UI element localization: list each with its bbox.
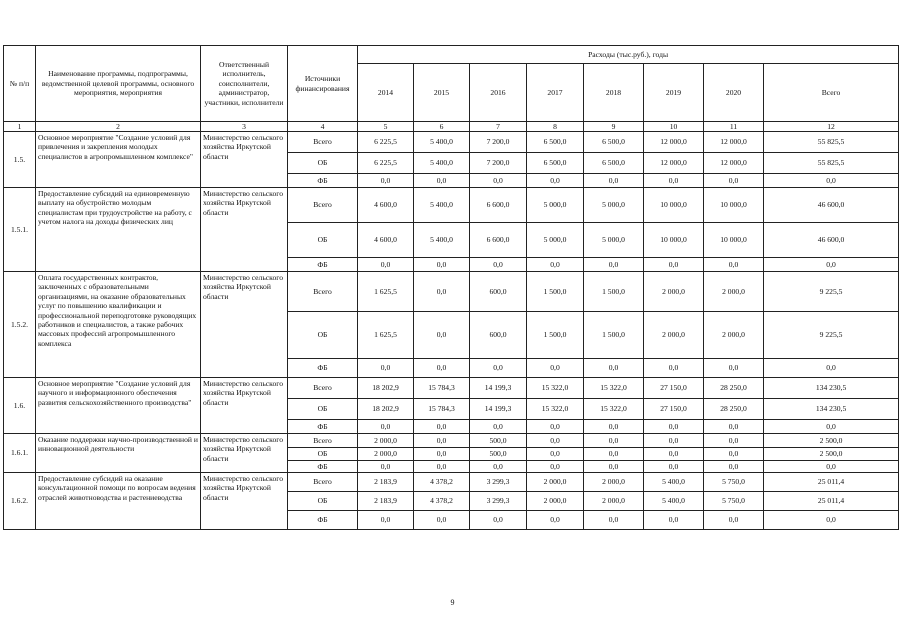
value-cell: 0,0 (644, 448, 704, 461)
value-cell: 27 150,0 (644, 399, 704, 420)
value-cell: 0,0 (644, 174, 704, 188)
funding-source: ОБ (288, 223, 358, 258)
activity-name: Предоставление субсидий на оказание консультационной помощи по вопросам ведения отраслей животноводства и растениеводства (36, 473, 201, 530)
value-cell: 0,0 (584, 174, 644, 188)
value-cell: 1 500,0 (527, 272, 584, 312)
value-cell: 5 400,0 (414, 223, 470, 258)
funding-source: Всего (288, 272, 358, 312)
value-cell: 500,0 (470, 448, 527, 461)
row-number: 1.5. (4, 132, 36, 188)
header-year: 2020 (704, 64, 764, 122)
value-total-cell: 0,0 (764, 461, 899, 473)
value-cell: 0,0 (527, 448, 584, 461)
value-cell: 12 000,0 (704, 153, 764, 174)
responsible-executor: Министерство сельского хозяйства Иркутской области (201, 473, 288, 530)
budget-table (3, 45, 899, 530)
value-total-cell: 134 230,5 (764, 378, 899, 399)
funding-source: ФБ (288, 511, 358, 530)
row-number: 1.6.1. (4, 434, 36, 473)
value-cell: 2 000,0 (358, 448, 414, 461)
index-cell: 7 (470, 122, 527, 132)
value-cell: 6 225,5 (358, 132, 414, 153)
value-cell: 2 000,0 (584, 473, 644, 492)
value-cell: 0,0 (470, 359, 527, 378)
value-cell: 1 500,0 (527, 312, 584, 359)
header-year: 2017 (527, 64, 584, 122)
activity-name: Оказание поддержки научно-производственной и инновационной деятельности (36, 434, 201, 473)
header-resp: Ответственный исполнитель, соисполнители, администратор, участники, исполнители (201, 46, 288, 122)
value-cell: 10 000,0 (704, 223, 764, 258)
value-cell: 1 500,0 (584, 272, 644, 312)
value-cell: 6 500,0 (527, 132, 584, 153)
value-cell: 0,0 (644, 461, 704, 473)
table-row (4, 132, 899, 153)
value-total-cell: 0,0 (764, 420, 899, 434)
header-year: 2014 (358, 64, 414, 122)
header-total: Всего (764, 64, 899, 122)
responsible-executor: Министерство сельского хозяйства Иркутской области (201, 132, 288, 188)
value-cell: 2 000,0 (704, 272, 764, 312)
value-cell: 2 183,9 (358, 473, 414, 492)
value-cell: 3 299,3 (470, 473, 527, 492)
header-year: 2019 (644, 64, 704, 122)
value-total-cell: 9 225,5 (764, 272, 899, 312)
value-total-cell: 0,0 (764, 511, 899, 530)
value-cell: 0,0 (644, 420, 704, 434)
header-year: 2016 (470, 64, 527, 122)
value-cell: 27 150,0 (644, 378, 704, 399)
value-cell: 500,0 (470, 434, 527, 448)
value-cell: 12 000,0 (644, 132, 704, 153)
value-total-cell: 134 230,5 (764, 399, 899, 420)
index-cell: 9 (584, 122, 644, 132)
value-cell: 0,0 (644, 359, 704, 378)
index-cell: 3 (201, 122, 288, 132)
activity-name: Оплата государственных контрактов, заключенных с образовательными организациями, на оказание образовательных услуг по повышению квалификации и профессиональной переподготовке руководящих работников и специалистов, а также рабочих массовых профессий агропромышленного комплекса (36, 272, 201, 378)
value-cell: 5 750,0 (704, 492, 764, 511)
index-cell: 4 (288, 122, 358, 132)
value-cell: 600,0 (470, 272, 527, 312)
value-cell: 0,0 (414, 272, 470, 312)
value-cell: 0,0 (470, 461, 527, 473)
funding-source: ФБ (288, 461, 358, 473)
value-cell: 1 500,0 (584, 312, 644, 359)
value-cell: 0,0 (644, 258, 704, 272)
value-cell: 0,0 (414, 312, 470, 359)
value-cell: 0,0 (358, 359, 414, 378)
value-cell: 0,0 (584, 448, 644, 461)
value-total-cell: 2 500,0 (764, 434, 899, 448)
value-cell: 0,0 (470, 174, 527, 188)
value-cell: 6 500,0 (584, 153, 644, 174)
value-cell: 0,0 (358, 511, 414, 530)
funding-source: ОБ (288, 312, 358, 359)
value-cell: 2 000,0 (644, 312, 704, 359)
header-year: 2015 (414, 64, 470, 122)
value-total-cell: 25 011,4 (764, 473, 899, 492)
value-cell: 0,0 (584, 258, 644, 272)
table-row (4, 434, 899, 448)
funding-source: ОБ (288, 492, 358, 511)
value-cell: 0,0 (414, 174, 470, 188)
activity-name: Основное мероприятие "Создание условий для привлечения и закрепления молодых специалистов в агропромышленном комплексе" (36, 132, 201, 188)
value-cell: 2 000,0 (527, 473, 584, 492)
value-cell: 0,0 (358, 174, 414, 188)
index-cell: 5 (358, 122, 414, 132)
index-cell: 10 (644, 122, 704, 132)
value-cell: 5 000,0 (584, 188, 644, 223)
header-expenses: Расходы (тыс.руб.), годы (358, 46, 899, 64)
value-cell: 0,0 (527, 420, 584, 434)
value-cell: 0,0 (584, 434, 644, 448)
value-cell: 5 400,0 (414, 132, 470, 153)
value-cell: 14 199,3 (470, 399, 527, 420)
value-total-cell: 2 500,0 (764, 448, 899, 461)
activity-name: Основное мероприятие "Создание условий для научного и информационного обеспечения развития сельскохозяйственного производства" (36, 378, 201, 434)
funding-source: Всего (288, 473, 358, 492)
page-number: 9 (450, 598, 455, 607)
index-cell: 11 (704, 122, 764, 132)
value-total-cell: 9 225,5 (764, 312, 899, 359)
table-row (4, 473, 899, 492)
value-cell: 6 225,5 (358, 153, 414, 174)
value-cell: 2 000,0 (527, 492, 584, 511)
activity-name: Предоставление субсидий на единовременную выплату на обустройство молодым специалистам при трудоустройстве на работу, с учетом налога на доходы физических лиц (36, 188, 201, 272)
value-cell: 18 202,9 (358, 378, 414, 399)
value-cell: 0,0 (644, 434, 704, 448)
value-total-cell: 0,0 (764, 258, 899, 272)
value-cell: 0,0 (704, 511, 764, 530)
value-cell: 0,0 (584, 359, 644, 378)
value-cell: 1 625,5 (358, 312, 414, 359)
index-cell: 1 (4, 122, 36, 132)
index-row (4, 122, 899, 132)
value-cell: 2 000,0 (704, 312, 764, 359)
value-cell: 0,0 (527, 258, 584, 272)
value-cell: 6 500,0 (527, 153, 584, 174)
value-cell: 0,0 (584, 420, 644, 434)
value-cell: 0,0 (414, 511, 470, 530)
value-cell: 28 250,0 (704, 378, 764, 399)
value-cell: 0,0 (704, 420, 764, 434)
index-cell: 8 (527, 122, 584, 132)
funding-source: Всего (288, 434, 358, 448)
value-cell: 0,0 (414, 434, 470, 448)
value-cell: 4 600,0 (358, 223, 414, 258)
table-row (4, 188, 899, 223)
value-cell: 0,0 (470, 511, 527, 530)
value-cell: 0,0 (584, 511, 644, 530)
value-cell: 5 400,0 (414, 188, 470, 223)
value-cell: 0,0 (527, 461, 584, 473)
value-cell: 5 400,0 (644, 492, 704, 511)
row-number: 1.6. (4, 378, 36, 434)
value-cell: 5 000,0 (584, 223, 644, 258)
value-cell: 0,0 (704, 461, 764, 473)
value-cell: 2 000,0 (644, 272, 704, 312)
value-cell: 15 322,0 (584, 378, 644, 399)
value-cell: 4 600,0 (358, 188, 414, 223)
table-row (4, 378, 899, 399)
value-cell: 15 322,0 (527, 399, 584, 420)
row-number: 1.6.2. (4, 473, 36, 530)
funding-source: ФБ (288, 174, 358, 188)
funding-source: ОБ (288, 448, 358, 461)
index-cell: 6 (414, 122, 470, 132)
value-cell: 5 000,0 (527, 188, 584, 223)
value-cell: 0,0 (358, 420, 414, 434)
funding-source: Всего (288, 378, 358, 399)
responsible-executor: Министерство сельского хозяйства Иркутской области (201, 378, 288, 434)
value-cell: 15 784,3 (414, 378, 470, 399)
value-total-cell: 25 011,4 (764, 492, 899, 511)
value-cell: 10 000,0 (644, 223, 704, 258)
value-cell: 28 250,0 (704, 399, 764, 420)
row-number: 1.5.2. (4, 272, 36, 378)
value-cell: 4 378,2 (414, 473, 470, 492)
value-cell: 2 000,0 (358, 434, 414, 448)
funding-source: ФБ (288, 420, 358, 434)
header-source: Источники финансирования (288, 46, 358, 122)
value-cell: 0,0 (358, 461, 414, 473)
value-cell: 0,0 (414, 258, 470, 272)
funding-source: ФБ (288, 258, 358, 272)
value-total-cell: 46 600,0 (764, 223, 899, 258)
value-cell: 15 322,0 (527, 378, 584, 399)
value-cell: 12 000,0 (704, 132, 764, 153)
value-cell: 3 299,3 (470, 492, 527, 511)
responsible-executor: Министерство сельского хозяйства Иркутской области (201, 188, 288, 272)
value-cell: 0,0 (414, 461, 470, 473)
value-cell: 5 750,0 (704, 473, 764, 492)
value-cell: 0,0 (704, 258, 764, 272)
value-cell: 15 322,0 (584, 399, 644, 420)
value-cell: 14 199,3 (470, 378, 527, 399)
value-cell: 0,0 (584, 461, 644, 473)
value-total-cell: 55 825,5 (764, 153, 899, 174)
value-total-cell: 55 825,5 (764, 132, 899, 153)
value-cell: 1 625,5 (358, 272, 414, 312)
funding-source: Всего (288, 132, 358, 153)
value-cell: 0,0 (704, 448, 764, 461)
funding-source: Всего (288, 188, 358, 223)
value-cell: 2 183,9 (358, 492, 414, 511)
value-cell: 18 202,9 (358, 399, 414, 420)
value-cell: 0,0 (527, 434, 584, 448)
value-cell: 2 000,0 (584, 492, 644, 511)
value-cell: 600,0 (470, 312, 527, 359)
value-cell: 7 200,0 (470, 153, 527, 174)
value-cell: 15 784,3 (414, 399, 470, 420)
value-cell: 5 400,0 (414, 153, 470, 174)
value-total-cell: 0,0 (764, 174, 899, 188)
value-cell: 10 000,0 (644, 188, 704, 223)
value-cell: 0,0 (704, 359, 764, 378)
value-cell: 0,0 (358, 258, 414, 272)
value-cell: 0,0 (414, 448, 470, 461)
value-total-cell: 46 600,0 (764, 188, 899, 223)
value-cell: 0,0 (644, 511, 704, 530)
value-cell: 5 400,0 (644, 473, 704, 492)
header-name: Наименование программы, подпрограммы, ведомственной целевой программы, основного мероприятия, мероприятия (36, 46, 201, 122)
value-total-cell: 0,0 (764, 359, 899, 378)
value-cell: 0,0 (527, 359, 584, 378)
value-cell: 6 500,0 (584, 132, 644, 153)
value-cell: 0,0 (470, 258, 527, 272)
value-cell: 0,0 (414, 420, 470, 434)
funding-source: ОБ (288, 399, 358, 420)
value-cell: 10 000,0 (704, 188, 764, 223)
value-cell: 6 600,0 (470, 188, 527, 223)
header-year: 2018 (584, 64, 644, 122)
responsible-executor: Министерство сельского хозяйства Иркутской области (201, 434, 288, 473)
value-cell: 7 200,0 (470, 132, 527, 153)
header-num: № п/п (4, 46, 36, 122)
table-row (4, 272, 899, 312)
funding-source: ФБ (288, 359, 358, 378)
value-cell: 4 378,2 (414, 492, 470, 511)
row-number: 1.5.1. (4, 188, 36, 272)
value-cell: 5 000,0 (527, 223, 584, 258)
value-cell: 0,0 (470, 420, 527, 434)
value-cell: 0,0 (704, 174, 764, 188)
value-cell: 0,0 (414, 359, 470, 378)
value-cell: 0,0 (527, 511, 584, 530)
responsible-executor: Министерство сельского хозяйства Иркутской области (201, 272, 288, 378)
value-cell: 0,0 (527, 174, 584, 188)
value-cell: 0,0 (704, 434, 764, 448)
value-cell: 6 600,0 (470, 223, 527, 258)
value-cell: 12 000,0 (644, 153, 704, 174)
index-cell: 12 (764, 122, 899, 132)
index-cell: 2 (36, 122, 201, 132)
funding-source: ОБ (288, 153, 358, 174)
